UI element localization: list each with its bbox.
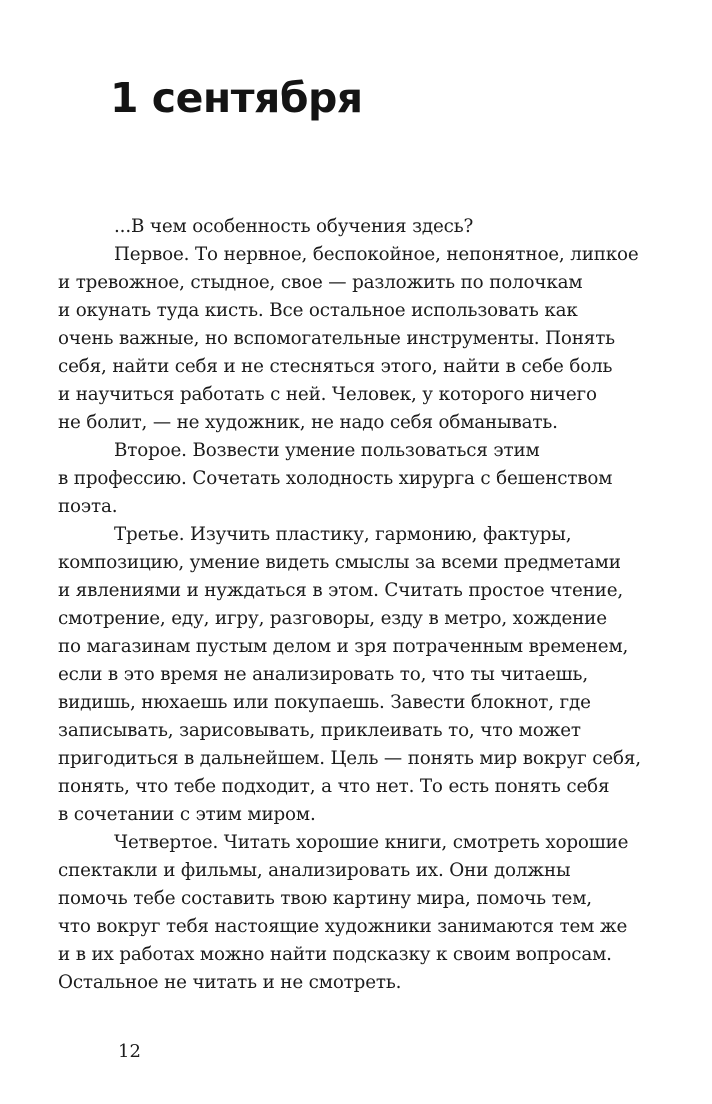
text-line: Первое. То нервное, беспокойное, непонятное, липкое [114,244,639,265]
page-number: 12 [118,1041,141,1062]
text-line: Третье. Изучить пластику, гармонию, фактуры, [114,524,572,545]
text-line: пригодиться в дальнейшем. Цель — понять мир вокруг себя, [58,748,641,769]
body-text [58,213,698,997]
text-line: если в это время не анализировать то, что ты читаешь, [58,664,588,685]
text-line: Остальное не читать и не смотреть. [58,972,402,993]
chapter-title: 1 сентября [110,74,363,122]
text-line: поэта. [58,496,118,517]
text-line: помочь тебе составить твою картину мира, помочь тем, [58,888,592,909]
text-line: композицию, умение видеть смыслы за всеми предметами [58,552,621,573]
text-line: видишь, нюхаешь или покупаешь. Завести блокнот, где [58,692,591,713]
text-line: себя, найти себя и не стесняться этого, найти в себе боль [58,356,613,377]
text-line: что вокруг тебя настоящие художники занимаются тем же [58,916,628,937]
text-line: понять, что тебе подходит, а что нет. То есть понять себя [58,776,610,797]
text-line: Второе. Возвести умение пользоваться этим [114,440,540,461]
text-line: не болит, — не художник, не надо себя обманывать. [58,412,558,433]
text-line: смотрение, еду, игру, разговоры, езду в метро, хождение [58,608,607,629]
text-line: и в их работах можно найти подсказку к своим вопросам. [58,944,612,965]
text-line: записывать, зарисовывать, приклеивать то, что может [58,720,581,741]
text-line: в сочетании с этим миром. [58,804,316,825]
text-line: ...В чем особенность обучения здесь? [114,216,474,237]
text-line: спектакли и фильмы, анализировать их. Они должны [58,860,571,881]
text-line: очень важные, но вспомогательные инструменты. Понять [58,328,615,349]
text-line: в профессию. Сочетать холодность хирурга с бешенством [58,468,613,489]
text-line: и окунать туда кисть. Все остальное использовать как [58,300,578,321]
text-line: и тревожное, стыдное, свое — разложить по полочкам [58,272,583,293]
text-line: и явлениями и нуждаться в этом. Считать простое чтение, [58,580,624,601]
text-line: по магазинам пустым делом и зря потраченным временем, [58,636,629,657]
text-line: Четвертое. Читать хорошие книги, смотреть хорошие [114,832,629,853]
text-line: и научиться работать с ней. Человек, у которого ничего [58,384,597,405]
